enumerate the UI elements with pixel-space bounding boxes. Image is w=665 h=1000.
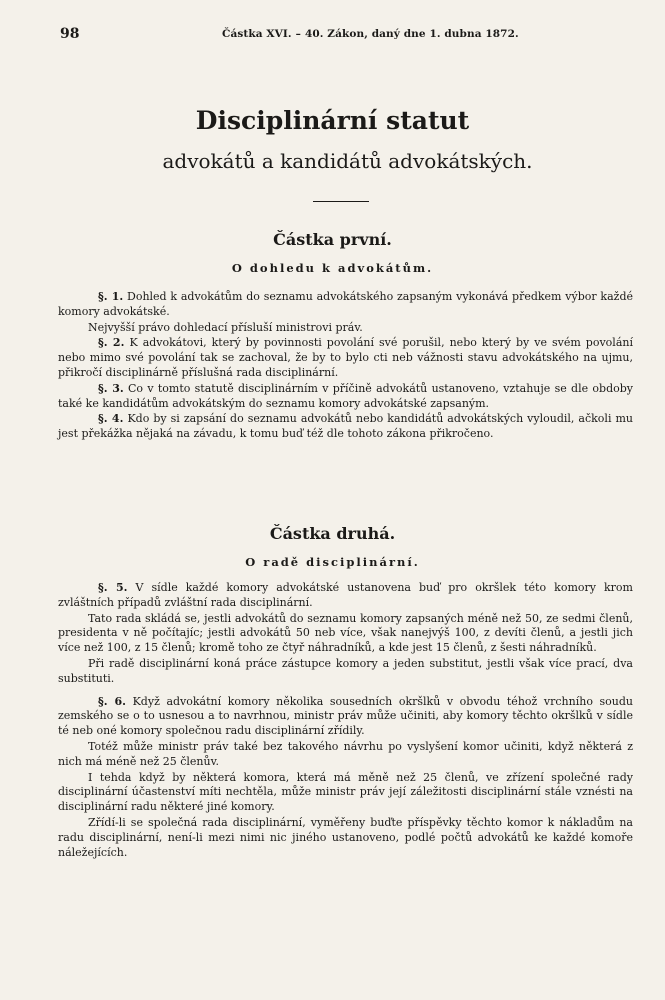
part-heading: Částka první. (273, 230, 392, 249)
paragraph (58, 412, 633, 442)
paragraph (58, 771, 633, 815)
running-title: 40. Zákon, daný dne 1. dubna 1872. (304, 28, 519, 40)
title-divider (313, 201, 369, 202)
paragraph-mark: §. 2. (98, 336, 125, 350)
part-2-body (58, 581, 633, 860)
part-heading: Částka druhá. (269, 524, 396, 543)
paragraph (58, 816, 633, 860)
paragraph (58, 612, 633, 656)
paragraph-text: Když advokátní komory několika sousedních okršlků v obvodu téhož vrchního soudu zemského se o to usnesou a to navrhnou, ministr práv může učiniti, aby komory těchto okršlků v sídle té neb oné komory společnou radu disciplinární zřídily. (58, 694, 634, 738)
paragraph-text: Totéž může ministr práv také bez takového návrhu po vyslyšení komor učiniti, když některá z nich má méně než 25 členův. (58, 739, 633, 768)
paragraph-mark: §. 5. (98, 581, 128, 594)
part-1-body (58, 290, 633, 442)
paragraph-text: I tehda když by některá komora, která má měně než 25 členů, ve zřízení společné rady disciplinární účastenství míti nechtěla, může ministr práv její záležitosti disciplinární stále vznésti na disciplinární radu některé jiné komory. (58, 770, 633, 814)
paragraph-mark: §. 6. (98, 694, 126, 708)
paragraph (58, 695, 633, 739)
document-title: Disciplinární statut (195, 106, 470, 135)
section-heading: O dohledu k advokátům. (231, 261, 434, 275)
paragraph (58, 740, 633, 770)
paragraph-text: Zřídí-li se společná rada disciplinární, vyměřeny buďte příspěvky těchto komor k nákladům na radu disciplinární, není-li mezi nimi nic jiného ustanoveno, podlé počtů advokátů ke každé komoře náležejících. (58, 815, 633, 859)
paragraph (58, 321, 633, 336)
paragraph (58, 657, 633, 687)
paragraph-text: Tato rada skládá se, jestli advokátů do seznamu komory zapsaných méně než 50, ze sedmi členů, presidenta v ně počítajíc; jestli advokátů 50 neb více, však nanejvýš 100, z devíti členů, a jestli jich více než 100, z 15 členů; kromě toho ze čtyř náhradníků, a kde jest 15 členů, z šesti náhradníků. (58, 611, 633, 655)
paragraph-text: Dohled k advokátům do seznamu advokátského zapsaným vykonává předkem výbor každé komory advokátské. (58, 290, 633, 318)
paragraph-text: Nejvyšší právo dohledací přísluší ministrovi práv. (88, 320, 363, 334)
document-subtitle: advokátů a kandidátů advokátských. (162, 149, 533, 173)
paragraph-mark: §. 4. (98, 412, 124, 426)
paragraph-text: K advokátovi, který by povinnosti povolání své porušil, nebo který by ve svém povolání nebo mimo své povolání tak se zachoval, že by to bylo cti neb vážnosti stavu advokátského na ujmu, přikročí disciplinárně příslušná rada disciplinární. (58, 336, 633, 379)
paragraph (58, 581, 633, 611)
page-number: 98 (60, 26, 80, 42)
running-separator: – (295, 28, 301, 40)
running-part: Částka XVI. (222, 28, 292, 40)
paragraph-text: Při radě disciplinární koná práce zástupce komory a jeden substitut, jestli však více prací, dva substituti. (58, 656, 633, 685)
running-header (222, 28, 519, 40)
paragraph (58, 336, 633, 380)
section-heading: O radě disciplinární. (245, 555, 420, 569)
paragraph (58, 290, 633, 320)
paragraph (58, 382, 633, 412)
paragraph-text: Co v tomto statutě disciplinárním v příčině advokátů ustanoveno, vztahuje se dle obdoby také ke kandidátům advokátským do seznamu komory advokátské zapsaným. (58, 381, 633, 410)
paragraph-mark: §. 3. (98, 381, 124, 395)
paragraph-text: Kdo by si zapsání do seznamu advokátů nebo kandidátů advokátských vyloudil, ačkoli mu jest překážka nějaká na závadu, k tomu buď též dle tohoto zákona přikročeno. (58, 412, 633, 441)
paragraph-text: V sídle každé komory advokátské ustanovena buď pro okršlek této komory krom zvláštních případů zvláštní rada disciplinární. (58, 581, 633, 609)
paragraph-mark: §. 1. (98, 290, 124, 303)
